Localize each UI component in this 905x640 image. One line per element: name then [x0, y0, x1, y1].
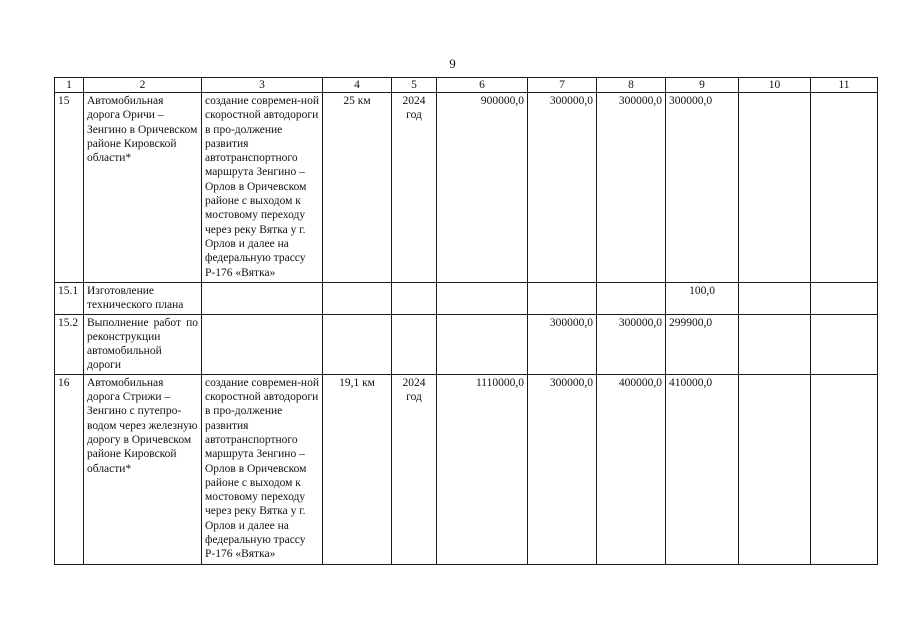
header-cell: 3 — [202, 78, 323, 93]
header-cell: 1 — [55, 78, 84, 93]
object-name: Автомобильная дорога Оричи – Зенгино в Оричевском районе Кировской области* — [84, 93, 202, 283]
object-purpose — [202, 314, 323, 374]
object-purpose: создание современ-ной скоростной автодороги в про-должение развития автотранспортного маршрута Зенгино – Орлов в Оричевском районе с выходом к мостовому переходу через реку Вятка у г. Орлов и далее на федеральную трассу Р-176 «Вятка» — [202, 93, 323, 283]
header-cell: 7 — [528, 78, 597, 93]
cost-col10 — [739, 314, 811, 374]
header-cell: 10 — [739, 78, 811, 93]
total-cost — [437, 314, 528, 374]
header-cell: 9 — [666, 78, 739, 93]
cost-col7: 300000,0 — [528, 374, 597, 564]
cost-col10 — [739, 93, 811, 283]
road-length — [323, 314, 392, 374]
cost-col10 — [739, 374, 811, 564]
row-number: 15.2 — [55, 314, 84, 374]
road-length: 19,1 км — [323, 374, 392, 564]
table-row — [55, 283, 878, 315]
cost-col11 — [811, 374, 878, 564]
row-number: 15.1 — [55, 283, 84, 315]
header-cell: 5 — [392, 78, 437, 93]
document-table — [54, 77, 878, 565]
total-cost: 1110000,0 — [437, 374, 528, 564]
cost-col7 — [528, 283, 597, 315]
header-cell: 11 — [811, 78, 878, 93]
object-purpose — [202, 283, 323, 315]
row-number: 15 — [55, 93, 84, 283]
table-row — [55, 374, 878, 564]
table-header-row — [55, 78, 878, 93]
header-cell: 4 — [323, 78, 392, 93]
header-cell: 2 — [84, 78, 202, 93]
cost-col8: 300000,0 — [597, 93, 666, 283]
cost-col7: 300000,0 — [528, 314, 597, 374]
cost-col9: 300000,0 — [666, 93, 739, 283]
object-name: Автомобильная дорога Стрижи – Зенгино с путепро-водом через железную дорогу в Оричевском районе Кировской области* — [84, 374, 202, 564]
cost-col11 — [811, 314, 878, 374]
total-cost — [437, 283, 528, 315]
cost-col8 — [597, 283, 666, 315]
completion-year — [392, 314, 437, 374]
cost-col11 — [811, 283, 878, 315]
completion-year — [392, 283, 437, 315]
total-cost: 900000,0 — [437, 93, 528, 283]
cost-col8: 300000,0 — [597, 314, 666, 374]
cost-col10 — [739, 283, 811, 315]
completion-year: 2024 год — [392, 374, 437, 564]
header-cell: 6 — [437, 78, 528, 93]
road-length — [323, 283, 392, 315]
road-length: 25 км — [323, 93, 392, 283]
cost-col7: 300000,0 — [528, 93, 597, 283]
header-cell: 8 — [597, 78, 666, 93]
object-name: Выполнение работ по реконструкции автомобильной дороги — [84, 314, 202, 374]
cost-col9: 299900,0 — [666, 314, 739, 374]
page-number: 9 — [449, 56, 456, 71]
table-row — [55, 314, 878, 374]
completion-year: 2024 год — [392, 93, 437, 283]
cost-col9: 410000,0 — [666, 374, 739, 564]
table-row — [55, 93, 878, 283]
object-name: Изготовление технического плана — [84, 283, 202, 315]
cost-col11 — [811, 93, 878, 283]
cost-col8: 400000,0 — [597, 374, 666, 564]
cost-col9: 100,0 — [666, 283, 739, 315]
object-purpose: создание современ-ной скоростной автодороги в про-должение развития автотранспортного маршрута Зенгино – Орлов в Оричевском районе с выходом к мостовому переходу через реку Вятка у г. Орлов и далее на федеральную трассу Р-176 «Вятка» — [202, 374, 323, 564]
row-number: 16 — [55, 374, 84, 564]
